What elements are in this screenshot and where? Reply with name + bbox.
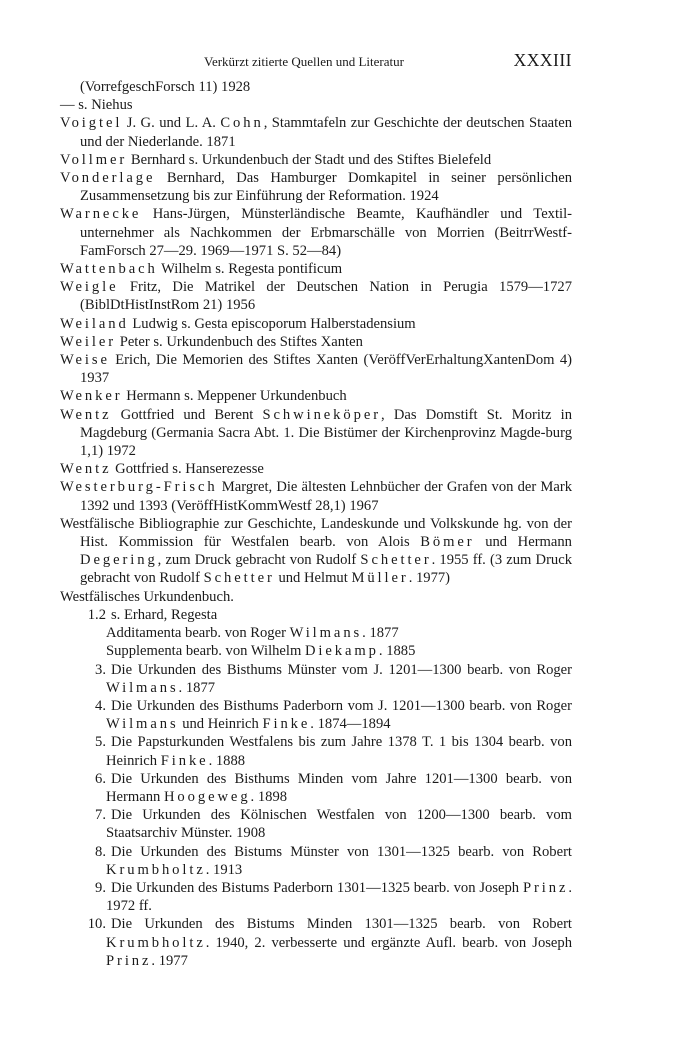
bibliography-entry (60, 351, 572, 387)
volume-number: 3. (95, 661, 106, 678)
entry-text: . 1877 (362, 625, 399, 642)
author-name: Hoogeweg (163, 788, 251, 805)
entry-text: Erich, Die Memorien des Stiftes Xanten (VeröffVerErhaltungXantenDom 4) 1937 (80, 352, 572, 387)
author-name: Voigtel (60, 115, 123, 132)
entry-text: . 1972 ff. (106, 879, 572, 915)
volume-entry (60, 879, 572, 915)
author-name: Wentz (60, 406, 112, 423)
author-name: Warnecke (60, 206, 142, 223)
running-header (60, 50, 572, 76)
bibliography-entry (60, 333, 572, 351)
author-name: Finke (160, 752, 209, 769)
bibliography-entry (60, 96, 572, 114)
volume-number: 5. (95, 734, 106, 751)
volume-entry (60, 642, 572, 660)
author-name: Schetter (203, 570, 275, 587)
entry-text: . 1877 (178, 679, 216, 696)
bibliography-entry (60, 205, 572, 260)
entry-text: , Stammtafeln zur Geschichte der deutschen Staaten und der Niederlande. 1871 (80, 115, 572, 150)
volume-number: 7. (95, 807, 106, 824)
entry-text: Fritz, Die Matrikel der Deutschen Nation in Perugia 1579—1727 (BiblDtHistInstRom 21) 1956 (80, 279, 572, 314)
header-title: Verkürzt zitierte Quellen und Literatur (204, 54, 404, 69)
author-name: Bömer (420, 534, 475, 551)
bibliography-entry (60, 406, 572, 461)
entry-text: — s. Niehus (60, 97, 133, 114)
bibliography-list (60, 78, 572, 970)
entry-text: (VorrefgeschForsch 11) 1928 (80, 79, 251, 95)
entry-text: . 1977) (408, 570, 451, 587)
entry-text: Bernhard, Das Hamburger Domkapitel in seiner persönlichen Zusammensetzung bis zur Einführung der Reformation. 1924 (80, 170, 572, 205)
entry-text: Die Urkunden des Kölnischen Westfalen von 1200—1300 bearb. vom Staatsarchiv Münster. 1908 (106, 807, 572, 842)
entry-text: Die Urkunden des Bistums Minden 1301—1325 bearb. von Robert (111, 916, 572, 933)
page-number: XXXIII (513, 50, 572, 70)
volume-entry (60, 915, 572, 970)
author-name: Weise (60, 352, 110, 369)
volume-number: 9. (95, 879, 106, 896)
entry-text: Supplementa bearb. von Wilhelm (106, 643, 305, 660)
entry-text: Westfälische Bibliographie zur Geschichte, Landeskunde und Volkskunde hg. von der Hist. Kommission für Westfalen bearb. von Alois (60, 515, 572, 551)
entry-text: . 1874—1894 (310, 716, 391, 733)
entry-text: . 1940, 2. verbesserte und ergänzte Aufl. bearb. von Joseph (205, 934, 572, 951)
volume-entry (60, 624, 572, 642)
author-name: Weigle (60, 279, 119, 296)
entry-text: Die Papsturkunden Westfalens bis zum Jahre 1378 T. 1 bis 1304 bearb. von Heinrich (106, 734, 572, 769)
author-name: Diekamp (304, 643, 379, 660)
volume-entry (60, 733, 572, 769)
volume-entry (60, 697, 572, 733)
entry-text: Die Urkunden des Bisthums Minden vom Jahre 1201—1300 bearb. von Hermann (106, 770, 572, 805)
volume-number: 10. (87, 916, 106, 933)
bibliography-entry (60, 278, 572, 314)
author-name: Müller (351, 570, 409, 587)
entry-text: Peter s. Urkundenbuch des Stiftes Xanten (116, 333, 363, 350)
bibliography-entry (60, 78, 572, 96)
author-name: Degering (80, 552, 158, 569)
entry-text: . 1885 (378, 643, 416, 660)
author-name: Wilmans (106, 716, 179, 733)
bibliography-entry (60, 588, 572, 606)
entry-text: . 1898 (250, 788, 288, 805)
bibliography-entry (60, 260, 572, 278)
bibliography-entry (60, 151, 572, 169)
author-name: Prinz (522, 879, 569, 896)
entry-text: . 1955 ff. (3 zum Druck gebracht von Rudolf (80, 552, 572, 587)
author-name: Cohn (220, 115, 264, 132)
entry-text: Bernhard s. Urkundenbuch der Stadt und des Stiftes Bielefeld (127, 151, 492, 168)
author-name: Wenker (60, 388, 123, 405)
author-name: Vollmer (60, 151, 128, 168)
entry-text: Additamenta bearb. von Roger (106, 625, 290, 642)
author-name: Wilmans (289, 625, 363, 642)
volume-entry (60, 843, 572, 879)
entry-text: . 1913 (205, 861, 243, 878)
author-name: Schetter (360, 552, 432, 569)
author-name: Krumbholtz (106, 861, 206, 878)
volume-entry (60, 661, 572, 697)
entry-text: Die Urkunden des Bisthums Münster vom J. 1201—1300 bearb. von Roger (111, 661, 572, 678)
author-name: Weiland (60, 315, 129, 332)
author-name: Westerburg-Frisch (60, 479, 218, 496)
entry-text: Wilhelm s. Regesta pontificum (157, 261, 343, 278)
author-name: Weiler (60, 333, 117, 350)
entry-text: J. G. und L. A. (122, 115, 221, 132)
author-name: Wentz (60, 461, 112, 478)
volume-number: 6. (95, 770, 106, 787)
author-name: Krumbholtz (106, 934, 206, 951)
entry-text: und Hermann (474, 534, 572, 551)
entry-text: , Das Domstift St. Moritz in Magdeburg (Germania Sacra Abt. 1. Die Bistümer der Kirchenprovinz Magde-burg 1,1) 1972 (80, 406, 572, 460)
author-name: Wattenbach (60, 261, 158, 278)
author-name: Vonderlage (60, 170, 156, 187)
volume-entry (60, 770, 572, 806)
bibliography-entry (60, 315, 572, 333)
entry-text: Ludwig s. Gesta episcoporum Halberstadensium (128, 315, 416, 332)
entry-text: Gottfried s. Hanserezesse (111, 461, 264, 478)
entry-text: Hermann s. Meppener Urkundenbuch (122, 388, 347, 405)
bibliography-entry (60, 114, 572, 150)
entry-text: Hans-Jürgen, Münsterländische Beamte, Kaufhändler und Textil-unternehmer als Nachkommen der Erbmarschälle von Morrien (BeitrrWestf-FamForsch 27—29. 1969—1971 S. 52—84) (80, 206, 572, 259)
entry-text: und Helmut (274, 570, 352, 587)
entry-text: Gottfried und Berent (111, 406, 263, 423)
bibliography-entry (60, 515, 572, 588)
author-name: Prinz (106, 952, 152, 969)
entry-text: Margret, Die ältesten Lehnbücher der Grafen von der Mark 1392 und 1393 (VeröffHistKommWestf 28,1) 1967 (80, 479, 572, 514)
volume-number: 8. (95, 843, 106, 860)
volume-entry (60, 606, 572, 624)
volume-number: 4. (95, 697, 106, 714)
bibliography-entry (60, 460, 572, 478)
entry-text: s. Erhard, Regesta (111, 606, 218, 623)
entry-text: . 1888 (208, 752, 246, 769)
entry-text: Westfälisches Urkundenbuch. (60, 588, 234, 605)
volume-entry (60, 806, 572, 842)
author-name: Finke (262, 716, 311, 733)
entry-text: Die Urkunden des Bistums Münster von 1301—1325 bearb. von Robert (111, 843, 572, 860)
volume-number: 1.2 (87, 606, 106, 623)
bibliography-entry (60, 169, 572, 205)
entry-text: und Heinrich (178, 716, 263, 733)
author-name: Wilmans (106, 679, 179, 696)
entry-text: . 1977 (151, 952, 188, 969)
entry-text: Die Urkunden des Bisthums Paderborn vom J. 1201—1300 bearb. von Roger (111, 697, 572, 714)
bibliography-entry (60, 387, 572, 405)
entry-text: Die Urkunden des Bistums Paderborn 1301—1325 bearb. von Joseph (111, 879, 523, 896)
bibliography-entry (60, 478, 572, 514)
author-name: Schwineköper (262, 406, 382, 423)
entry-text: , zum Druck gebracht von Rudolf (157, 552, 361, 569)
